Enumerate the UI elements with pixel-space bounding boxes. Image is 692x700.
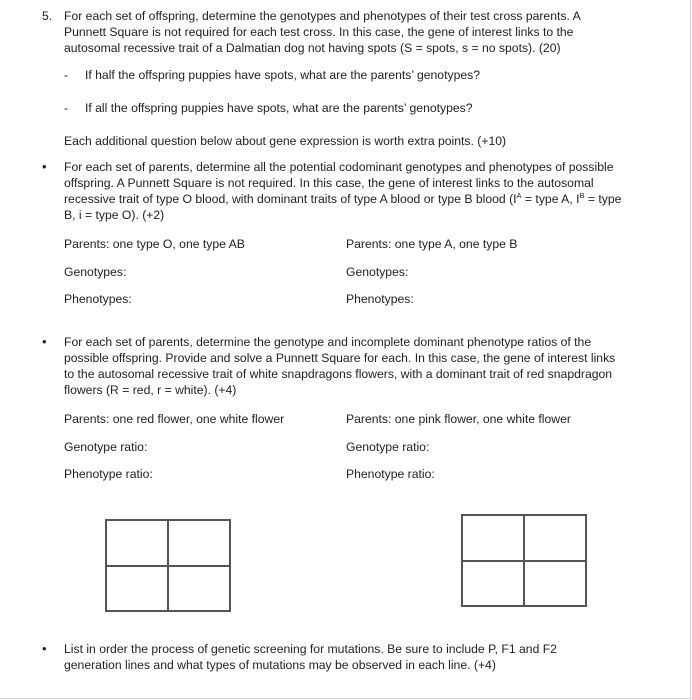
punnett-cell — [524, 561, 586, 607]
punnett-square-left — [105, 519, 231, 612]
bullet: • — [42, 159, 47, 174]
bullet: • — [42, 641, 47, 656]
punnett-cell — [106, 566, 168, 612]
incomplete-left-parents: Parents: one red flower, one white flower — [64, 412, 285, 426]
punnett-cell — [524, 515, 586, 561]
punnett-cell — [462, 561, 524, 607]
sub-question-half-spots: If half the offspring puppies have spots, what are the parents’ genotypes? — [85, 68, 480, 82]
sub-question-all-spots: If all the offspring puppies have spots, what are the parents’ genotypes? — [85, 101, 473, 115]
question-number: 5. — [42, 9, 53, 23]
question-5-text: For each set of offspring, determine the genotypes and phenotypes of their test cross parents. A Punnett Square is not required for each test cross. In this case, the gene of interest links to the autosomal recessive trait of a Dalmatian dog not having spots (S = spots, s = no spots). (20) — [64, 9, 581, 55]
punnett-cell — [106, 520, 168, 566]
punnett-cell — [168, 520, 230, 566]
punnett-cell — [462, 515, 524, 561]
incomplete-dominance-question-text: For each set of parents, determine the genotype and incomplete dominant phenotype ratios of the possible offspring. Provide and solve a Punnett Square for each. In this case, the gene of interest links to the autosomal recessive trait of white snapdragons flowers, with a dominant trait of red snapdragon flowers (R = red, r = white). (+4) — [64, 335, 616, 397]
extra-points-note: Each additional question below about gene expression is worth extra points. (+10) — [64, 134, 507, 148]
incomplete-left-phenotype-ratio: Phenotype ratio: — [64, 467, 153, 481]
codominant-question-text: For each set of parents, determine all the potential codominant genotypes and phenotypes of possible offspring. A Punnett Square is not required. In this case, the gene of interest links to the autosomal recessive trait of type O blood, with dominant traits of type A blood or type B blood ($I^A$ = type A, $I^B$ = type B, i = type O). (+2) — [64, 160, 622, 222]
incomplete-right-parents: Parents: one pink flower, one white flower — [346, 412, 571, 426]
codominant-left-genotypes: Genotypes: — [64, 265, 127, 279]
incomplete-left-genotype-ratio: Genotype ratio: — [64, 440, 148, 454]
punnett-square-right — [461, 514, 587, 607]
punnett-cell — [168, 566, 230, 612]
codominant-left-phenotypes: Phenotypes: — [64, 292, 132, 306]
incomplete-right-phenotype-ratio: Phenotype ratio: — [346, 467, 435, 481]
dash-marker: - — [64, 68, 69, 82]
bullet: • — [42, 334, 47, 349]
codominant-right-genotypes: Genotypes: — [346, 265, 409, 279]
codominant-right-phenotypes: Phenotypes: — [346, 292, 414, 306]
codominant-right-parents: Parents: one type A, one type B — [346, 237, 518, 251]
dash-marker: - — [64, 101, 69, 115]
codominant-left-parents: Parents: one type O, one type AB — [64, 237, 245, 251]
genetic-screening-question-text: List in order the process of genetic screening for mutations. Be sure to include P, F1 and F2 generation lines and what types of mutations may be observed in each line. (+4) — [64, 642, 557, 672]
incomplete-right-genotype-ratio: Genotype ratio: — [346, 440, 430, 454]
